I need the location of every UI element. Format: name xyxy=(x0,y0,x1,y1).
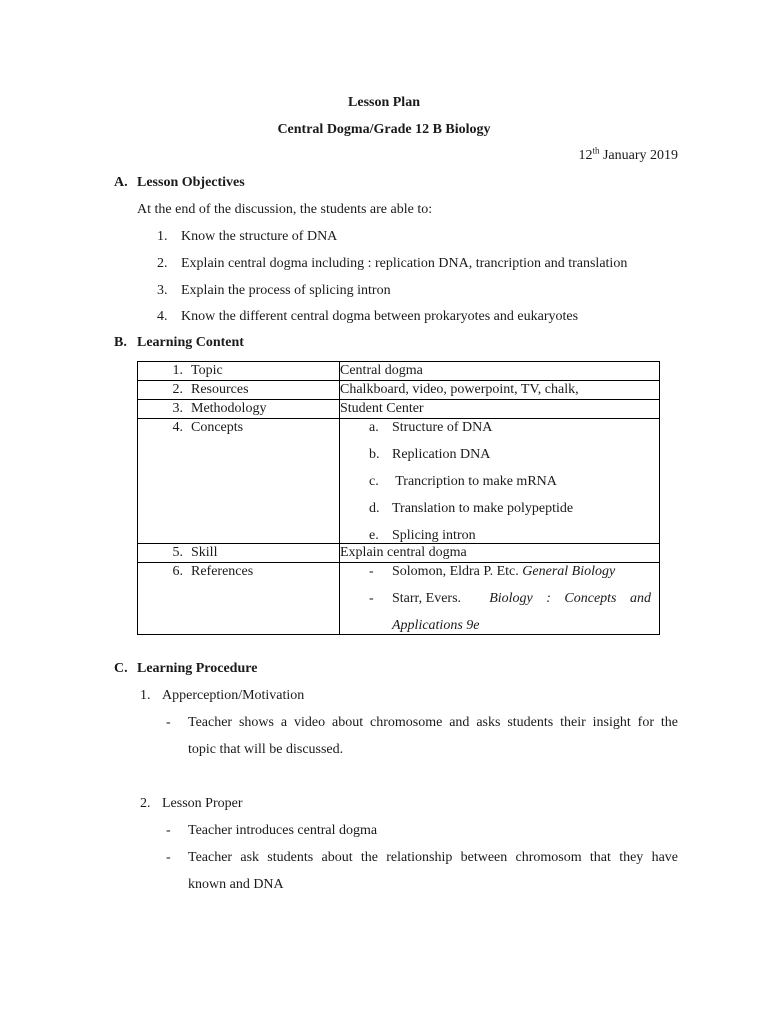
table-label-cell xyxy=(138,362,340,381)
date-rest: January 2019 xyxy=(599,148,678,163)
table-label-cell xyxy=(138,400,340,419)
row-label: References xyxy=(191,564,254,579)
concept-marker: d. xyxy=(369,501,380,516)
table-value-cell: Explain central dogma xyxy=(340,544,660,563)
procedure-step-title: Lesson Proper xyxy=(162,796,243,811)
section-b-heading: Learning Content xyxy=(137,335,244,350)
table-label-cell xyxy=(138,419,340,544)
bullet-marker: - xyxy=(166,823,171,838)
concept-item xyxy=(340,473,659,500)
objective-text: Know the different central dogma between prokaryotes and eukaryotes xyxy=(181,309,579,324)
concept-text: Structure of DNA xyxy=(392,420,493,435)
section-a-intro: At the end of the discussion, the students are able to: xyxy=(137,202,433,217)
procedure-bullet-text: Teacher shows a video about chromosome and asks students their insight for the xyxy=(188,715,678,730)
objective-text: Explain the process of splicing intron xyxy=(181,283,391,298)
concept-item xyxy=(340,527,659,543)
learning-content-table xyxy=(137,361,660,635)
procedure-bullet-text-continued: known and DNA xyxy=(188,877,284,892)
reference-book: Biology : Concepts and xyxy=(489,591,651,606)
procedure-step-title: Apperception/Motivation xyxy=(162,688,305,703)
reference-author: Solomon, Eldra P. Etc. xyxy=(392,564,523,579)
section-c-marker: C. xyxy=(114,661,128,676)
document-subtitle: Central Dogma/Grade 12 B Biology xyxy=(277,122,491,137)
row-label: Skill xyxy=(191,545,218,560)
row-label: Topic xyxy=(191,363,223,378)
references-list xyxy=(340,563,659,634)
procedure-bullet-text-continued: topic that will be discussed. xyxy=(188,742,344,757)
date-suffix: th xyxy=(592,145,600,156)
objective-num: 2. xyxy=(157,256,168,271)
bullet-marker: - xyxy=(166,850,171,865)
concept-text: Trancription to make mRNA xyxy=(392,474,557,489)
concept-text: Splicing intron xyxy=(392,528,476,543)
concept-marker: a. xyxy=(369,420,379,435)
bullet-marker: - xyxy=(166,715,171,730)
document-date xyxy=(578,147,678,165)
row-num: 4. xyxy=(172,420,183,435)
reference-marker: - xyxy=(369,591,374,606)
section-c-heading: Learning Procedure xyxy=(137,661,258,676)
table-label-cell xyxy=(138,544,340,563)
row-num: 2. xyxy=(172,382,183,397)
reference-item xyxy=(392,590,651,608)
row-label: Resources xyxy=(191,382,249,397)
references-cell xyxy=(340,563,660,635)
reference-item xyxy=(392,563,615,581)
table-value-cell: Chalkboard, video, powerpoint, TV, chalk, xyxy=(340,381,660,400)
objective-text: Explain central dogma including : replication DNA, trancription and translation xyxy=(181,256,628,271)
concept-marker: c. xyxy=(369,474,379,489)
table-label-cell xyxy=(138,563,340,635)
concept-marker: e. xyxy=(369,528,379,543)
row-num: 5. xyxy=(172,545,183,560)
table-row xyxy=(138,381,660,400)
row-num: 1. xyxy=(172,363,183,378)
date-day: 12 xyxy=(578,148,593,163)
procedure-bullet-text: Teacher ask students about the relationship between chromosom that they have xyxy=(188,850,678,865)
table-row xyxy=(138,419,660,544)
table-row xyxy=(138,362,660,381)
objective-num: 4. xyxy=(157,309,168,324)
document-title: Lesson Plan xyxy=(348,95,420,110)
section-a-marker: A. xyxy=(114,175,128,190)
concept-text: Translation to make polypeptide xyxy=(392,501,574,516)
table-row xyxy=(138,544,660,563)
concepts-cell xyxy=(340,419,660,544)
section-a-heading: Lesson Objectives xyxy=(137,175,245,190)
procedure-bullet-text: Teacher introduces central dogma xyxy=(188,823,378,838)
row-label: Methodology xyxy=(191,401,267,416)
reference-book: General Biology xyxy=(522,564,616,579)
row-num: 3. xyxy=(172,401,183,416)
concept-marker: b. xyxy=(369,447,380,462)
table-value-cell: Student Center xyxy=(340,400,660,419)
objective-num: 3. xyxy=(157,283,168,298)
table-label-cell xyxy=(138,381,340,400)
concept-item xyxy=(340,500,659,527)
procedure-step-num: 2. xyxy=(140,796,151,811)
reference-book-continued: Applications 9e xyxy=(392,618,480,633)
reference-author: Starr, Evers. xyxy=(392,591,462,606)
concept-text: Replication DNA xyxy=(392,447,491,462)
objective-num: 1. xyxy=(157,229,168,244)
table-row xyxy=(138,400,660,419)
table-row xyxy=(138,563,660,635)
row-label: Concepts xyxy=(191,420,244,435)
concept-item xyxy=(340,446,659,473)
table-value-cell: Central dogma xyxy=(340,362,660,381)
concept-item xyxy=(340,419,659,446)
procedure-step-num: 1. xyxy=(140,688,151,703)
objective-text: Know the structure of DNA xyxy=(181,229,338,244)
row-num: 6. xyxy=(172,564,183,579)
reference-marker: - xyxy=(369,564,374,579)
section-b-marker: B. xyxy=(114,335,127,350)
